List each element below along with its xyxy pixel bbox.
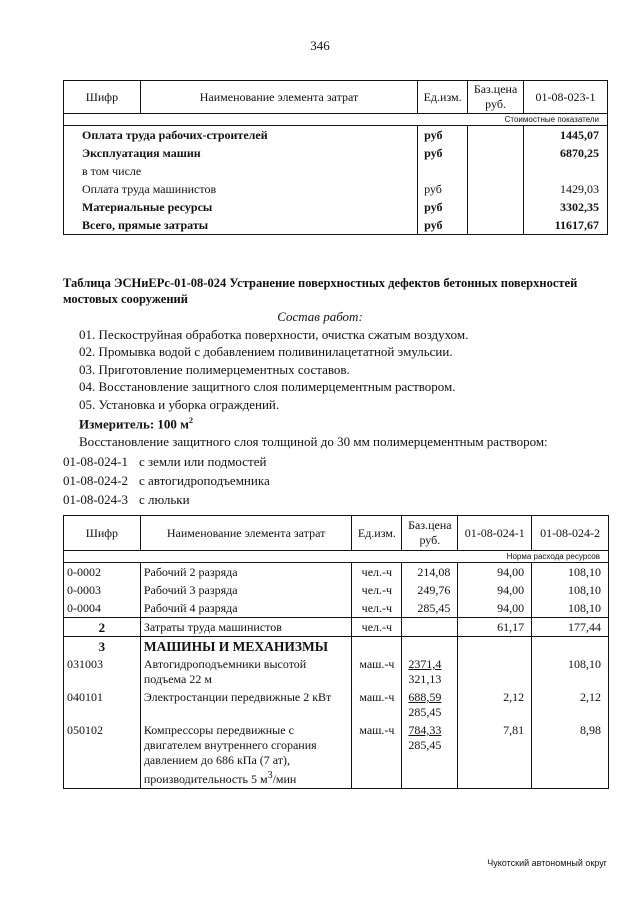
- unit-cell: маш.-ч: [352, 721, 402, 789]
- cost-name: Эксплуатация машин: [64, 144, 418, 162]
- cost-name: Всего, прямые затраты: [64, 216, 418, 235]
- price-total: 688,59: [408, 690, 442, 704]
- table-row: [64, 563, 609, 582]
- table-row: [64, 721, 609, 789]
- name-cell: [140, 688, 352, 721]
- cost-value: [524, 162, 608, 180]
- name-cell: Рабочий 2 разряда: [140, 563, 352, 582]
- variant-1-cell: 94,00: [458, 563, 532, 582]
- header-base-price: Баз.цена руб.: [402, 516, 458, 551]
- cost-unit: руб: [418, 180, 468, 198]
- variant-1-cell: 2,12: [458, 688, 532, 721]
- section-name: МАШИНЫ И МЕХАНИЗМЫ: [140, 637, 352, 656]
- cost-name: Оплата труда рабочих-строителей: [64, 126, 418, 145]
- name-cell: [140, 655, 352, 688]
- base-price-cell: [468, 144, 524, 162]
- price-cell: 214,08: [402, 563, 458, 582]
- work-step: 04. Восстановление защитного слоя полимерцементным раствором.: [79, 379, 456, 395]
- table-row: [64, 688, 609, 721]
- base-price-cell: [468, 180, 524, 198]
- base-price-cell: [468, 216, 524, 235]
- header-unit: Ед.изм.: [352, 516, 402, 551]
- table-row: [64, 198, 608, 216]
- variant-code: 01-08-024-1: [63, 454, 128, 469]
- machine-name: Автогидроподъемники высотой подъема 22 м: [143, 657, 307, 686]
- machine-name: Электростанции передвижные 2 кВт: [143, 690, 332, 704]
- cost-unit: руб: [418, 126, 468, 145]
- unit-cell: чел.-ч: [352, 581, 402, 599]
- variant-2-cell: 108,10: [532, 563, 609, 582]
- table-row: [64, 216, 608, 235]
- cost-value: 1445,07: [524, 126, 608, 145]
- section-row: [64, 637, 609, 656]
- variant-code: 01-08-024-3: [63, 492, 128, 507]
- name-cell: Рабочий 4 разряда: [140, 599, 352, 618]
- table-row: [64, 599, 609, 618]
- variant-list: [63, 452, 270, 509]
- name-cell: Рабочий 3 разряда: [140, 581, 352, 599]
- unit-cell: чел.-ч: [352, 563, 402, 582]
- machine-name: Компрессоры передвижные с двигателем внутреннего сгорания давлением до 686 кПа (7 ат), производительность 5 м: [143, 723, 317, 786]
- price-cell: [402, 688, 458, 721]
- variant-text: с люльки: [139, 492, 190, 507]
- work-steps-list: [79, 326, 619, 413]
- unit-cell: чел.-ч: [352, 599, 402, 618]
- table-row: [64, 581, 609, 599]
- price-cell: [402, 655, 458, 688]
- variant-text: с земли или подмостей: [139, 454, 267, 469]
- footer-region: Чукотский автономный округ: [487, 858, 607, 868]
- cost-name: Материальные ресурсы: [64, 198, 418, 216]
- variant-code: 01-08-024-2: [63, 473, 128, 488]
- cost-value: 1429,03: [524, 180, 608, 198]
- cost-value: 6870,25: [524, 144, 608, 162]
- unit-cell: маш.-ч: [352, 688, 402, 721]
- variant-2-cell: 8,98: [532, 721, 609, 789]
- base-price-cell: [468, 198, 524, 216]
- header-variant-2: 01-08-024-2: [532, 516, 609, 551]
- variant-1-cell: 7,81: [458, 721, 532, 789]
- variant-2-cell: 108,10: [532, 599, 609, 618]
- section-code: 3: [64, 637, 141, 656]
- name-tail: /мин: [272, 772, 297, 786]
- page-number: 346: [310, 38, 330, 53]
- name-cell: Затраты труда машинистов: [140, 618, 352, 637]
- work-step: 02. Промывка водой с добавлением поливинилацетатной эмульсии.: [79, 344, 453, 360]
- empty-cell: [352, 637, 402, 656]
- cost-unit: руб: [418, 198, 468, 216]
- resource-table-01-08-024: [63, 515, 609, 789]
- header-name: Наименование элемента затрат: [140, 81, 417, 114]
- table-row: [64, 126, 608, 145]
- empty-cell: [402, 637, 458, 656]
- cost-name: в том числе: [64, 162, 418, 180]
- cost-unit: руб: [418, 144, 468, 162]
- variant-1-cell: [458, 655, 532, 688]
- price-cell: 285,45: [402, 599, 458, 618]
- variant-2-cell: 108,10: [532, 655, 609, 688]
- unit-cell: маш.-ч: [352, 655, 402, 688]
- cost-value: 11617,67: [524, 216, 608, 235]
- header-code: Шифр: [64, 516, 141, 551]
- measure-unit: [79, 416, 193, 432]
- code-cell: 050102: [64, 721, 141, 789]
- subheader-resource-norms: Норма расхода ресурсов: [64, 551, 609, 563]
- price-wage: 285,45: [408, 705, 442, 719]
- variant-2-cell: 108,10: [532, 581, 609, 599]
- table-row: [64, 180, 608, 198]
- variant-1-cell: 94,00: [458, 599, 532, 618]
- price-total: 2371,4: [408, 657, 442, 671]
- name-cell: [140, 721, 352, 789]
- variant-1-cell: 94,00: [458, 581, 532, 599]
- header-variant-1: 01-08-024-1: [458, 516, 532, 551]
- section-title: Таблица ЭСНиЕРс-01-08-024 Устранение поверхностных дефектов бетонных поверхностей мостовых сооружений: [63, 276, 578, 306]
- code-cell: 0-0003: [64, 581, 141, 599]
- variant-2-cell: 2,12: [532, 688, 609, 721]
- header-base-price: Баз.цена руб.: [468, 81, 524, 114]
- variant-item: [63, 452, 270, 471]
- table-row: [64, 655, 609, 688]
- base-price-cell: [468, 162, 524, 180]
- unit-cell: чел.-ч: [352, 618, 402, 637]
- price-wage: 285,45: [408, 738, 442, 752]
- measure-superscript: 2: [189, 416, 194, 425]
- empty-cell: [532, 637, 609, 656]
- composition-heading: Состав работ:: [277, 309, 363, 324]
- base-price-cell: [468, 126, 524, 145]
- header-name: Наименование элемента затрат: [140, 516, 352, 551]
- intro-text: Восстановление защитного слоя толщиной до 30 мм полимерцементным раствором:: [79, 434, 548, 449]
- code-cell: 031003: [64, 655, 141, 688]
- variant-item: [63, 490, 270, 509]
- subheader-cost-indicators: Стоимостные показатели: [64, 114, 608, 126]
- name-superscript: 3: [267, 770, 273, 781]
- empty-cell: [458, 637, 532, 656]
- cost-value: 3302,35: [524, 198, 608, 216]
- table-row: [64, 144, 608, 162]
- code-cell: 0-0002: [64, 563, 141, 582]
- work-step: 03. Приготовление полимерцементных составов.: [79, 361, 350, 377]
- price-total: 784,33: [408, 723, 442, 737]
- work-step: 05. Установка и уборка ограждений.: [79, 396, 280, 412]
- header-code: Шифр: [64, 81, 141, 114]
- code-cell: 040101: [64, 688, 141, 721]
- price-cell: [402, 721, 458, 789]
- measure-label: Измеритель: 100 м: [79, 416, 190, 432]
- variant-item: [63, 471, 270, 490]
- header-unit: Ед.изм.: [418, 81, 468, 114]
- table-row: [64, 162, 608, 180]
- price-cell: 249,76: [402, 581, 458, 599]
- variant-1-cell: 61,17: [458, 618, 532, 637]
- code-cell: 2: [64, 618, 141, 637]
- table-row: [64, 618, 609, 637]
- header-variant: 01-08-023-1: [524, 81, 608, 114]
- price-cell: [402, 618, 458, 637]
- cost-unit: руб: [418, 216, 468, 235]
- price-wage: 321,13: [408, 672, 442, 686]
- code-cell: 0-0004: [64, 599, 141, 618]
- cost-table-01-08-023: [63, 80, 608, 235]
- cost-name: Оплата труда машинистов: [64, 180, 418, 198]
- cost-unit: [418, 162, 468, 180]
- work-step: 01. Пескоструйная обработка поверхности, очистка сжатым воздухом.: [79, 327, 469, 342]
- variant-text: с автогидроподъемника: [139, 473, 270, 488]
- variant-2-cell: 177,44: [532, 618, 609, 637]
